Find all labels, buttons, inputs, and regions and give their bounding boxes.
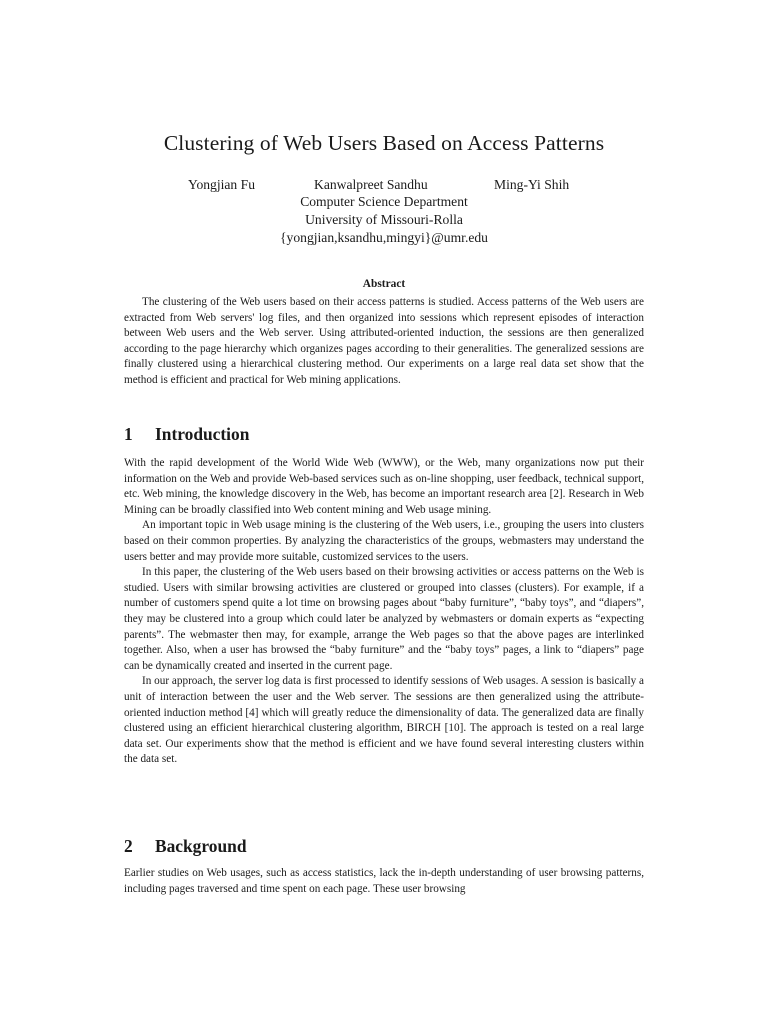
affiliation-email: {yongjian,ksandhu,mingyi}@umr.edu [280,230,488,245]
body-paragraph: An important topic in Web usage mining is the clustering of the Web users, i.e., grouping the users into clusters based on their common properties. By analyzing the characteristics of the groups, webmasters may understand the users better and may provide more suitable, customized services to the users. [124,519,644,563]
affiliation-department: Computer Science Department [300,194,468,209]
section-heading [124,835,247,857]
section-body [124,456,644,768]
abstract-paragraph: The clustering of the Web users based on their access patterns is studied. Access patterns of the Web users are extracted from Web servers' log files, and then organized into sessions which represent episodes of interaction between Web users and the Web server. Using attributed-oriented induction, the sessions are then generalized according to the page hierarchy which organizes pages according to their generalities. The generalized sessions are finally clustered using a hierarchical clustering method. Our experiments on a large real data set show that the method is efficient and practical for Web mining applications. [124,296,644,386]
author-name: Ming-Yi Shih [494,177,570,192]
section-title: Background [155,836,247,856]
section-number: 1 [124,424,133,444]
paper-title: Clustering of Web Users Based on Access Patterns [163,131,605,155]
section-heading [124,423,249,445]
author-name: Kanwalpreet Sandhu [314,177,428,192]
section-title: Introduction [155,424,250,444]
body-paragraph: In this paper, the clustering of the Web users based on their browsing activities or access patterns on the Web is studied. Users with similar browsing activities are clustered or grouped into classes (clusters). For example, if a number of customers spend quite a lot time on browsing pages about “baby furniture”, “baby toys”, and “diapers”, they may be clustered into a group which could later be analyzed by webmasters or domain experts as “expecting parents”. The webmaster then may, for example, arrange the Web pages so that the above pages are interlinked together. Also, when a user has browsed the “baby furniture” and the “baby toys” pages, a link to “diapers” page can be dynamically created and inserted in the current page. [124,566,644,672]
affiliation-university: University of Missouri-Rolla [305,212,463,227]
body-paragraph: In our approach, the server log data is first processed to identify sessions of Web usages. A session is basically a unit of interaction between the user and the Web server. The sessions are then generalized using the attribute-oriented induction method [4] which will greatly reduce the dimensionality of data. The generalized data are finally clustered using an efficient hierarchical clustering algorithm, BIRCH [10]. The approach is tested on a real large data set. Our experiments show that the method is efficient and we have found several interesting clusters within the data set. [124,675,644,766]
body-paragraph: Earlier studies on Web usages, such as access statistics, lack the in-depth understanding of user browsing patterns, including pages traversed and time spent on each page. These user browsing [124,867,644,895]
author-name: Yongjian Fu [188,177,255,192]
abstract-heading: Abstract [362,278,406,290]
body-paragraph: With the rapid development of the World Wide Web (WWW), or the Web, many organizations now put their information on the Web and provide Web-based services such as on-line shopping, user feedback, technical support, etc. Web mining, the knowledge discovery in the Web, has become an important research area [2]. Research in Web Mining can be broadly classified into Web content mining and Web usage mining. [124,457,644,516]
section-body [124,866,644,897]
section-number: 2 [124,836,133,856]
author-list [124,175,644,195]
abstract-body [124,295,644,389]
